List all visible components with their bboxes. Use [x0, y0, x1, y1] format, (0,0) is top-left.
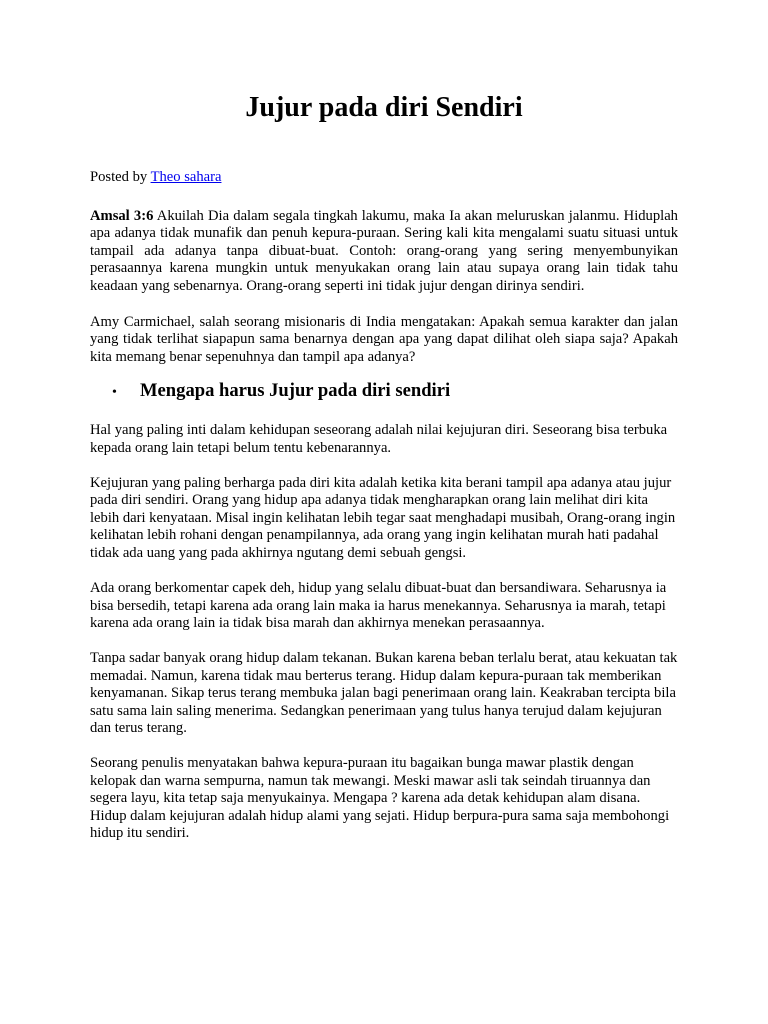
body-paragraph-3: Ada orang berkomentar capek deh, hidup yang selalu dibuat-buat dan bersandiwara. Seharusnya ia bisa bersedih, tetapi karena ada orang lain maka ia harus menekannya. Seharusnya ia marah, tetapi karena ada orang lain ia tidak bisa marah dan akhirnya menekan perasaannya. — [90, 580, 667, 631]
intro-paragraph — [90, 208, 678, 295]
body-paragraph-2: Kejujuran yang paling berharga pada diri kita adalah ketika kita berani tampil apa adanya atau jujur pada diri sendiri. Orang yang hidup apa adanya tidak mengharapkan orang lain melihat diri kita lebih dari kenyataan. Misal ingin kelihatan lebih tegar saat menghadapi musibah, Orang-orang ingin kelihatan lebih rohani dengan penampilannya, ada orang yang ingin kelihatan murah hati padahal tidak ada uang yang pada akhirnya ngutang demi sebuah gengsi. — [90, 475, 676, 561]
quote-paragraph: Amy Carmichael, salah seorang misionaris di India mengatakan: Apakah semua karakter dan jalan yang tidak terlihat siapapun sama benarnya dengan apa yang dapat dilihat oleh siapa saja? Apakah kita memang benar sepenuhnya dan tampil apa adanya? — [90, 314, 678, 365]
scripture-reference: Amsal 3:6 — [90, 208, 154, 224]
body-paragraph-5: Seorang penulis menyatakan bahwa kepura-puraan itu bagaikan bunga mawar plastik dengan kelopak dan warna sempurna, namun tak mewangi. Meski mawar asli tak seindah tiruannya dan segera layu, kita tetap saja menyukainya. Mengapa ? karena ada detak kehidupan alam disana. Hidup dalam kejujuran adalah hidup alami yang sejati. Hidup berpura-pura sama saja membohongi hidup itu sendiri. — [90, 755, 670, 841]
section-heading: Mengapa harus Jujur pada diri sendiri — [140, 380, 451, 402]
page-title: Jujur pada diri Sendiri — [245, 92, 523, 123]
intro-text: Akuilah Dia dalam segala tingkah lakumu, maka Ia akan meluruskan jalanmu. Hiduplah apa adanya tidak munafik dan penuh kepura-puraan. Sering kali kita mengalami suatu situasi untuk tampail ada adanya tanpa dibuat-buat. Contoh: orang-orang yang sering menyembunyikan perasaannya karena mungkin untuk menyukakan orang lain atau supaya orang lain tidak tahu keadaan yang sebenarnya. Orang-orang seperti ini tidak jujur dengan dirinya sendiri. — [90, 208, 678, 294]
body-paragraph-1: Hal yang paling inti dalam kehidupan seseorang adalah nilai kejujuran diri. Seseorang bisa terbuka kepada orang lain tetapi belum tentu kebenarannya. — [90, 422, 668, 456]
posted-by-label: Posted by — [90, 169, 151, 185]
section-heading-item — [90, 380, 678, 404]
author-link[interactable]: Theo sahara — [150, 169, 222, 185]
posted-by-line — [90, 169, 678, 186]
body-paragraph-4: Tanpa sadar banyak orang hidup dalam tekanan. Bukan karena beban terlalu berat, atau kekuatan tak memadai. Namun, karena tidak mau berterus terang. Hidup dalam kepura-puraan tak memberikan kenyamanan. Sikap terus terang membuka jalan bagi penerimaan orang lain. Keakraban tercipta bila satu sama lain saling menerima. Sedangkan penerimaan yang tulus hanya terujud dalam kejujuran dan terus terang. — [90, 650, 678, 736]
bullet-icon: • — [112, 385, 117, 401]
